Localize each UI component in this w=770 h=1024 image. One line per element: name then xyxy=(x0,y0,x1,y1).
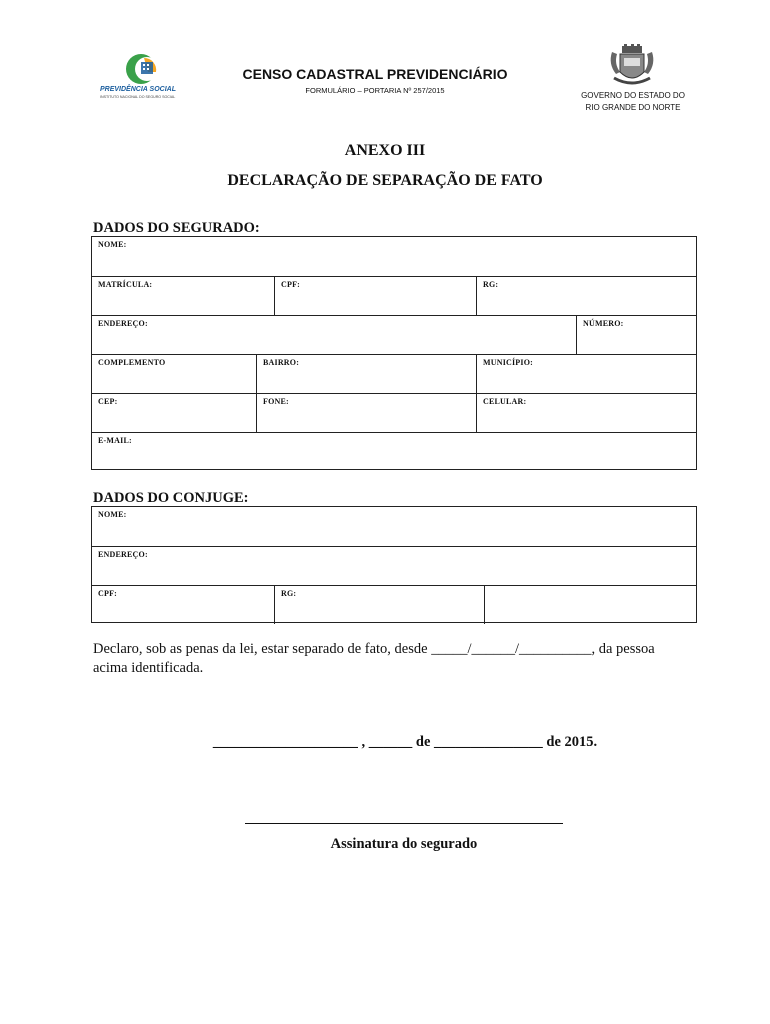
insured-number-field[interactable] xyxy=(576,316,696,354)
field-label: BAIRRO: xyxy=(263,358,300,367)
table-row xyxy=(92,546,696,585)
field-label: RG: xyxy=(483,280,499,289)
table-row xyxy=(92,432,696,471)
field-label: NOME: xyxy=(98,240,127,249)
insured-matricula-field[interactable] xyxy=(92,277,274,315)
spouse-section-title: DADOS DO CONJUGE: xyxy=(93,490,249,506)
field-label: MATRÍCULA: xyxy=(98,280,153,289)
field-label: ENDEREÇO: xyxy=(98,550,148,559)
insured-cpf-field[interactable] xyxy=(274,277,476,315)
insured-cep-field[interactable] xyxy=(92,394,256,432)
gov-line-2: RIO GRANDE DO NORTE xyxy=(585,103,681,112)
insured-complement-field[interactable] xyxy=(92,355,256,393)
form-subtitle: FORMULÁRIO – PORTARIA Nº 257/2015 xyxy=(305,86,445,95)
declaration-text xyxy=(93,640,703,678)
field-label: NOME: xyxy=(98,510,127,519)
field-label: ENDEREÇO: xyxy=(98,319,148,328)
government-label xyxy=(566,90,700,114)
field-label: CPF: xyxy=(98,589,118,598)
spouse-data-table xyxy=(91,506,697,623)
table-row xyxy=(92,507,696,546)
logo-brand-text: PREVIDÊNCIA SOCIAL xyxy=(100,86,176,93)
previdencia-social-logo xyxy=(100,52,182,104)
field-label: CELULAR: xyxy=(483,397,527,406)
insured-neighborhood-field[interactable] xyxy=(256,355,476,393)
insured-city-field[interactable] xyxy=(476,355,696,393)
spouse-address-field[interactable] xyxy=(92,547,696,585)
field-label: CPF: xyxy=(281,280,301,289)
field-label: NÚMERO: xyxy=(583,319,624,328)
table-row xyxy=(92,276,696,315)
insured-address-field[interactable] xyxy=(92,316,576,354)
logo-sub-text: INSTITUTO NACIONAL DO SEGURO SOCIAL xyxy=(100,95,176,99)
date-place-line[interactable]: ____________________ , ______ de _______________ de 2015. xyxy=(212,734,598,750)
insured-section-title: DADOS DO SEGURADO: xyxy=(93,220,260,236)
insured-mobile-field[interactable] xyxy=(476,394,696,432)
field-label: FONE: xyxy=(263,397,289,406)
table-row xyxy=(92,393,696,432)
insured-phone-field[interactable] xyxy=(256,394,476,432)
insured-name-field[interactable] xyxy=(92,237,696,276)
table-row xyxy=(92,237,696,276)
table-row xyxy=(92,585,696,624)
spouse-rg-field[interactable] xyxy=(274,586,484,624)
field-label: MUNICÍPIO: xyxy=(483,358,533,367)
coat-of-arms-icon xyxy=(606,44,658,90)
insured-rg-field[interactable] xyxy=(476,277,696,315)
table-row xyxy=(92,354,696,393)
insured-data-table xyxy=(91,236,697,470)
annex-title: ANEXO III xyxy=(344,142,426,159)
field-label: COMPLEMENTO xyxy=(98,358,166,367)
field-label: E-MAIL: xyxy=(98,436,132,445)
declaration-line-1: Declaro, sob as penas da lei, estar separado de fato, desde _____/______/__________, da pessoa xyxy=(93,641,655,657)
table-row xyxy=(92,315,696,354)
spouse-extra-field[interactable] xyxy=(484,586,696,624)
form-title: CENSO CADASTRAL PREVIDENCIÁRIO xyxy=(242,66,508,82)
declaration-line-2: acima identificada. xyxy=(93,660,204,676)
signature-label: Assinatura do segurado xyxy=(330,836,478,852)
previdencia-logo-icon xyxy=(100,52,182,86)
declaration-title: DECLARAÇÃO DE SEPARAÇÃO DE FATO xyxy=(227,172,543,189)
field-label: CEP: xyxy=(98,397,118,406)
coat-of-arms xyxy=(606,44,658,90)
spouse-name-field[interactable] xyxy=(92,507,696,546)
spouse-cpf-field[interactable] xyxy=(92,586,274,624)
signature-line[interactable] xyxy=(245,823,563,824)
field-label: RG: xyxy=(281,589,297,598)
gov-line-1: GOVERNO DO ESTADO DO xyxy=(581,91,685,100)
insured-email-field[interactable] xyxy=(92,433,696,471)
